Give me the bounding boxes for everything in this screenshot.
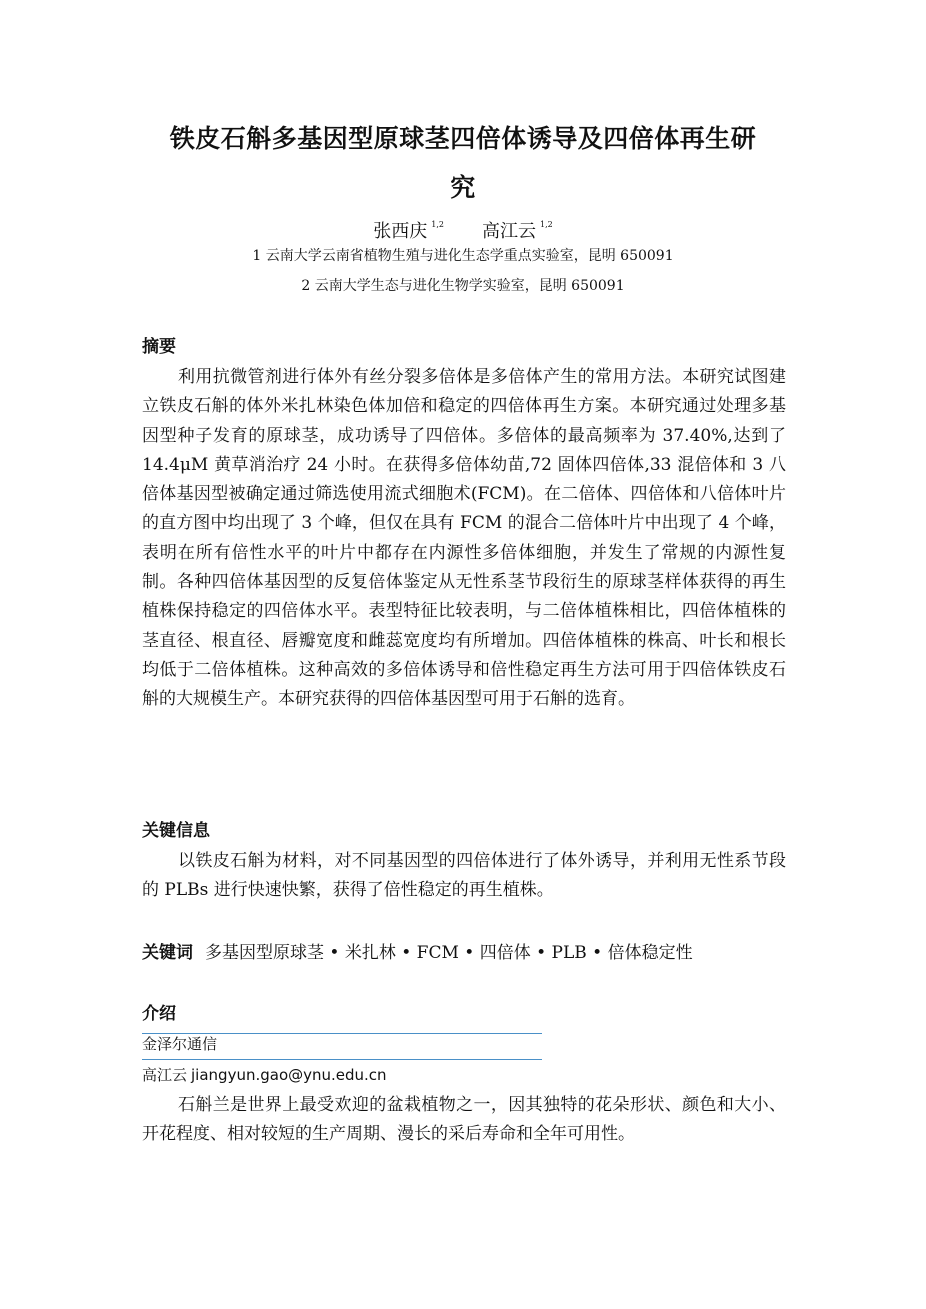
keywords-label: 关键词 [142,943,193,963]
author-1-name: 张西庆 [373,221,428,242]
keywords-line [142,941,693,965]
divider-bottom [142,1059,542,1060]
intro-heading: 介绍 [142,1004,176,1024]
author-list [0,213,926,244]
author-1-affiliation-marker: 1,2 [431,220,444,229]
affiliation-1: 1 云南大学云南省植物生殖与进化生态学重点实验室，昆明 650091 [252,248,674,264]
paper-title-line-2: 究 [450,173,476,202]
key-info-heading: 关键信息 [142,821,210,841]
key-info-text: 以铁皮石斛为材料，对不同基因型的四倍体进行了体外诱导，并利用无性系节段的 PLBs 进行快速快繁，获得了倍性稳定的再生植株。 [142,851,786,901]
contact-line [142,1065,387,1085]
author-2 [482,213,553,244]
keywords-text: 多基因型原球茎 • 米扎林 • FCM • 四倍体 • PLB • 倍体稳定性 [205,943,693,963]
intro-text: 石斛兰是世界上最受欢迎的盆栽植物之一，因其独特的花朵形状、颜色和大小、开花程度、相对较短的生产周期、漫长的采后寿命和全年可用性。 [142,1095,786,1145]
paper-title-line-1: 铁皮石斛多基因型原球茎四倍体诱导及四倍体再生研 [169,124,757,153]
author-1 [373,213,444,244]
communicator-line: 金泽尔通信 [142,1035,218,1053]
contact-email[interactable]: jiangyun.gao@ynu.edu.cn [191,1066,387,1084]
contact-name: 高江云 [142,1066,188,1084]
affiliation-2: 2 云南大学生态与进化生物学实验室，昆明 650091 [301,278,625,294]
abstract-heading: 摘要 [142,337,176,357]
author-2-name: 高江云 [482,221,536,242]
author-2-affiliation-marker: 1,2 [540,220,553,229]
abstract-text: 利用抗微管剂进行体外有丝分裂多倍体是多倍体产生的常用方法。本研究试图建立铁皮石斛的体外米扎林染色体加倍和稳定的四倍体再生方案。本研究通过处理多基因型种子发育的原球茎，成功诱导了四倍体。多倍体的最高频率为 37.40%,达到了 14.4μM 黄草消治疗 24 小时。在获得多倍体幼苗,72 固体四倍体,33 混倍体和 3 八倍体基因型被确定通过筛选使用流式细胞术(FCM)。在二倍体、四倍体和八倍体叶片的直方图中均出现了 3 个峰，但仅在具有 FCM 的混合二倍体叶片中出现了 4 个峰，表明在所有倍性水平的叶片中都存在内源性多倍体细胞，并发生了常规的内源性复制。各种四倍体基因型的反复倍体鉴定从无性系茎节段衍生的原球茎样体获得的再生植株保持稳定的四倍体水平。表型特征比较表明，与二倍体植株相比，四倍体植株的茎直径、根直径、唇瓣宽度和雌蕊宽度均有所增加。四倍体植株的株高、叶长和根长均低于二倍体植株。这种高效的多倍体诱导和倍性稳定再生方法可用于四倍体铁皮石斛的大规模生产。本研究获得的四倍体基因型可用于石斛的选育。 [142,367,786,710]
